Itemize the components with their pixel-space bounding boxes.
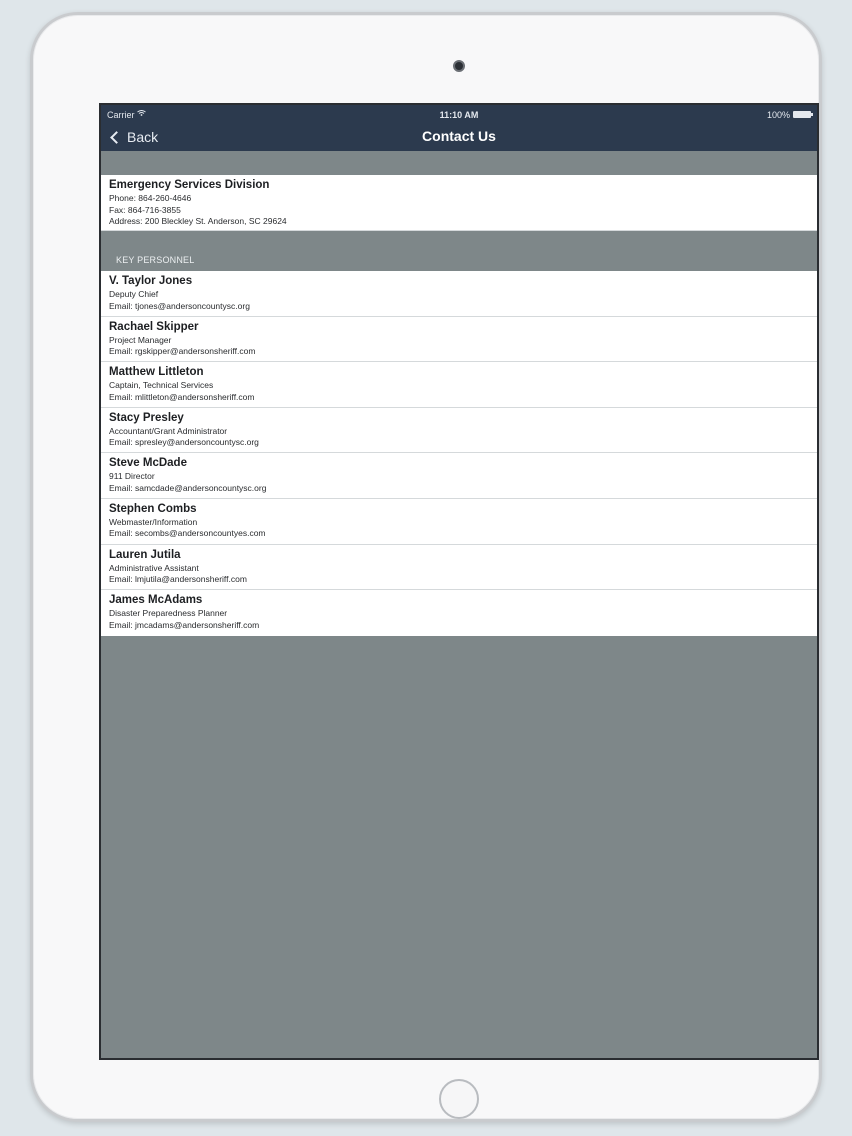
person-title: Administrative Assistant	[109, 562, 199, 573]
person-name: Lauren Jutila	[109, 548, 181, 561]
division-name: Emergency Services Division	[109, 179, 270, 191]
person-name: James McAdams	[109, 594, 203, 607]
division-cell[interactable]	[101, 175, 817, 231]
home-button[interactable]	[439, 1079, 479, 1119]
section-spacer	[101, 151, 817, 175]
section-header-label: KEY PERSONNEL	[116, 255, 195, 265]
list-item[interactable]	[101, 590, 817, 636]
person-name: Stacy Presley	[109, 411, 184, 424]
person-email[interactable]: Email: jmcadams@andersonsheriff.com	[109, 619, 260, 630]
person-title: Webmaster/Information	[109, 516, 198, 527]
list-item[interactable]	[101, 271, 817, 317]
list-item[interactable]	[101, 317, 817, 363]
ipad-frame	[30, 12, 822, 1122]
person-name: Matthew Littleton	[109, 366, 204, 379]
person-name: V. Taylor Jones	[109, 275, 193, 287]
person-title: Accountant/Grant Administrator	[109, 425, 228, 436]
camera	[453, 60, 465, 72]
list-item[interactable]	[101, 545, 817, 591]
list-item[interactable]	[101, 453, 817, 499]
division-fax: Fax: 864-716-3855	[109, 204, 181, 215]
person-title: 911 Director	[109, 471, 155, 482]
status-time: 11:10 AM	[439, 110, 479, 120]
list-item[interactable]	[101, 408, 817, 454]
person-email[interactable]: Email: tjones@andersoncountysc.org	[109, 300, 250, 311]
list-item[interactable]	[101, 499, 817, 545]
list-item[interactable]	[101, 362, 817, 408]
status-battery-percent: 100%	[766, 110, 790, 120]
section-header	[101, 231, 817, 271]
contact-list	[101, 151, 817, 636]
person-name: Rachael Skipper	[109, 320, 199, 333]
person-email[interactable]: Email: spresley@andersoncountysc.org	[109, 437, 259, 448]
person-email[interactable]: Email: samcdade@andersoncountysc.org	[109, 482, 267, 493]
person-title: Deputy Chief	[109, 289, 159, 299]
person-title: Project Manager	[109, 334, 172, 345]
person-email[interactable]: Email: lmjutila@andersonsheriff.com	[109, 574, 247, 585]
person-name: Steve McDade	[109, 457, 187, 470]
division-address: Address: 200 Bleckley St. Anderson, SC 29624	[109, 216, 287, 226]
person-title: Disaster Preparedness Planner	[109, 608, 228, 619]
person-email[interactable]: Email: rgskipper@andersonsheriff.com	[109, 346, 256, 357]
status-carrier: Carrier	[107, 110, 135, 120]
person-email[interactable]: Email: secombs@andersoncountyes.com	[109, 528, 266, 539]
person-name: Stephen Combs	[109, 502, 197, 515]
battery-icon	[793, 111, 811, 118]
page-title: Contact Us	[422, 128, 496, 144]
screen	[99, 103, 819, 1060]
person-email[interactable]: Email: mlittleton@andersonsheriff.com	[109, 391, 255, 402]
division-phone: Phone: 864-260-4646	[109, 193, 192, 203]
back-button-label: Back	[127, 129, 159, 145]
person-title: Captain, Technical Services	[109, 380, 214, 391]
navigation-bar	[101, 105, 817, 151]
status-bar	[101, 105, 817, 123]
